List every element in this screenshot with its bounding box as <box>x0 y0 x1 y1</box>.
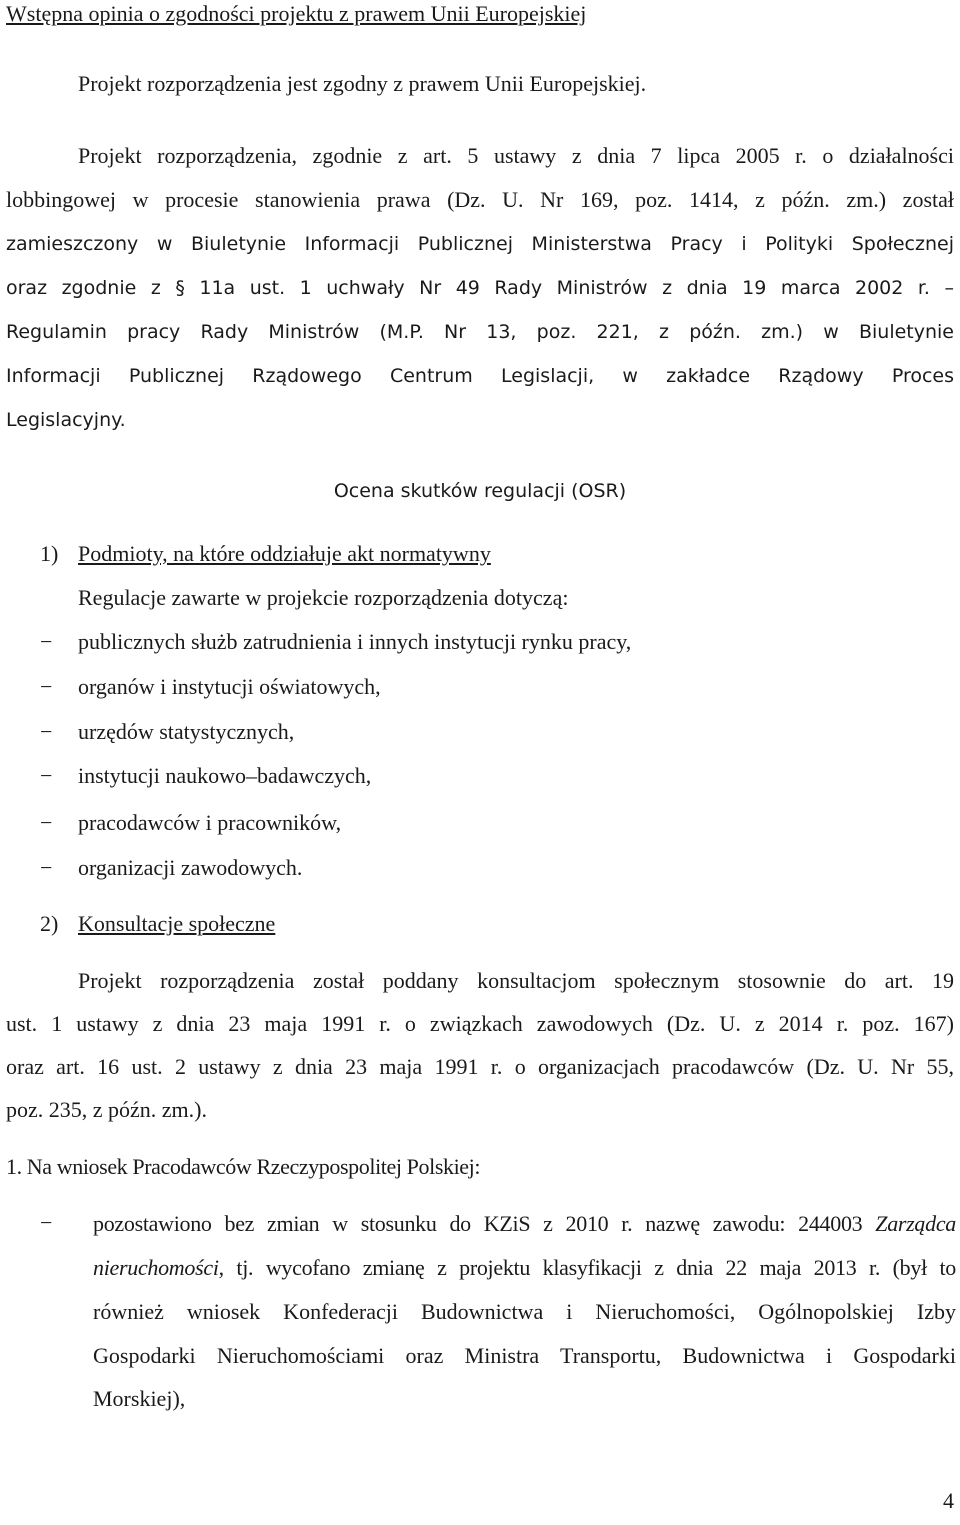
dash-bullet: − <box>40 719 53 744</box>
intro-line-1: Projekt rozporządzenia, zgodnie z art. 5 ustawy z dnia 7 lipca 2005 r. o działalności <box>78 143 954 168</box>
dash-bullet: − <box>40 1210 53 1235</box>
bullet-line-2 <box>93 1246 956 1290</box>
section-1-lead: Regulacje zawarte w projekcie rozporządzenia dotyczą: <box>78 585 569 610</box>
section-2-number: 2) <box>40 911 59 936</box>
bullet-line-5: Morskiej), <box>93 1386 186 1411</box>
section-1-number: 1) <box>40 541 59 566</box>
bullet-line-2-text: , tj. wycofano zmianę z projektu klasyfikacji z dnia 22 maja 2013 r. (był to <box>218 1255 956 1280</box>
list-item-text: publicznych służb zatrudnienia i innych instytucji rynku pracy, <box>78 629 632 654</box>
bullet-line-2-italic: nieruchomości <box>93 1255 219 1280</box>
bullet-line-4: Gospodarki Nieruchomościami oraz Ministra Transportu, Budownictwa i Gospodarki <box>93 1343 956 1368</box>
osr-title: Ocena skutków regulacji (OSR) <box>333 480 627 502</box>
consultation-line-3: oraz art. 16 ust. 2 ustawy z dnia 23 maja 1991 r. o organizacjach pracodawców (Dz. U. Nr 55, <box>6 1054 954 1079</box>
section-2-title: Konsultacje społeczne <box>78 911 276 936</box>
intro-line-6: Informacji Publicznej Rządowego Centrum Legislacji, w zakładce Rządowy Proces <box>6 365 954 387</box>
intro-line-7: Legislacyjny. <box>6 409 126 431</box>
intro-line-3: zamieszczony w Biuletynie Informacji Publicznej Ministerstwa Pracy i Polityki Społecznej <box>6 233 954 255</box>
bullet-line-1-italic: Zarządca <box>875 1211 956 1236</box>
intro-line-4: oraz zgodnie z § 11a ust. 1 uchwały Nr 49 Rady Ministrów z dnia 19 marca 2002 r. – <box>6 277 954 299</box>
bullet-line-3: również wniosek Konfederacji Budownictwa i Nieruchomości, Ogólnopolskiej Izby <box>93 1299 956 1324</box>
bullet-line-1 <box>93 1202 956 1246</box>
consultation-line-4: poz. 235, z późn. zm.). <box>6 1097 207 1122</box>
intro-line-2: lobbingowej w procesie stanowienia prawa (Dz. U. Nr 169, poz. 1414, z późn. zm.) został <box>6 187 954 212</box>
list-item-text: organów i instytucji oświatowych, <box>78 674 381 699</box>
compliance-statement: Projekt rozporządzenia jest zgodny z prawem Unii Europejskiej. <box>78 71 647 96</box>
intro-line-5: Regulamin pracy Rady Ministrów (M.P. Nr 13, poz. 221, z późn. zm.) w Biuletynie <box>6 321 954 343</box>
dash-bullet: − <box>40 763 53 788</box>
page-number: 4 <box>943 1488 954 1513</box>
consultation-line-1: Projekt rozporządzenia został poddany konsultacjom społecznym stosownie do art. 19 <box>78 968 954 993</box>
list-item-text: urzędów statystycznych, <box>78 719 295 744</box>
dash-bullet: − <box>40 629 53 654</box>
dash-bullet: − <box>40 855 53 880</box>
list-item-text: pracodawców i pracowników, <box>78 810 342 835</box>
section-1-title: Podmioty, na które oddziałuje akt normatywny <box>78 541 491 566</box>
bullet-line-1-text: pozostawiono bez zmian w stosunku do KZiS z 2010 r. nazwę zawodu: 244003 <box>93 1211 876 1236</box>
dash-bullet: − <box>40 674 53 699</box>
list-item-text: instytucji naukowo–badawczych, <box>78 763 372 788</box>
dash-bullet: − <box>40 810 53 835</box>
section-heading-eu-compliance: Wstępna opinia o zgodności projektu z prawem Unii Europejskiej <box>6 1 587 26</box>
list-item-text: organizacji zawodowych. <box>78 855 303 880</box>
subheading-employers-request: 1. Na wniosek Pracodawców Rzeczypospolitej Polskiej: <box>6 1154 481 1179</box>
consultation-line-2: ust. 1 ustawy z dnia 23 maja 1991 r. o związkach zawodowych (Dz. U. z 2014 r. poz. 167) <box>6 1011 954 1036</box>
